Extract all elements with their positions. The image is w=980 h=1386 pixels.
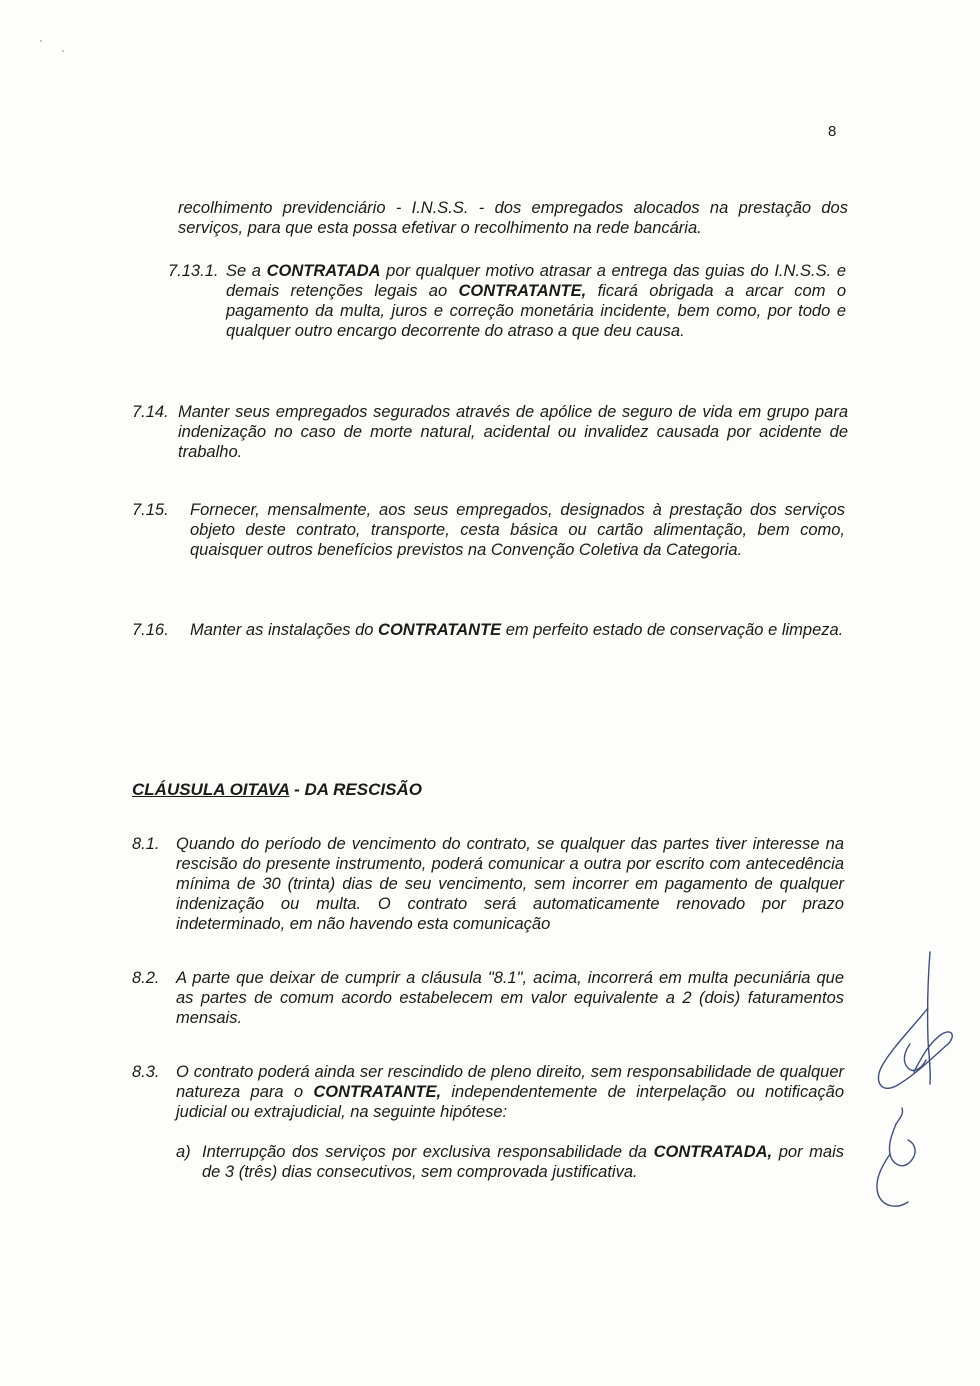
page-number: 8 — [828, 123, 837, 140]
clause-number-7-16: 7.16. — [132, 621, 169, 639]
text-segment: em perfeito estado de conservação e limpeza. — [501, 621, 844, 639]
clause-number-8-2: 8.2. — [132, 969, 160, 987]
party-name-contratante: CONTRATANTE, — [458, 282, 587, 300]
section-heading-title: - DA RESCISÃO — [289, 780, 422, 799]
signature-stroke — [928, 952, 931, 1084]
clause-8-2-text: A parte que deixar de cumprir a cláusula "8.1", acima, incorrerá em multa pecuniária que as partes de comum acordo estabelecem em valor equivalente a 2 (dois) faturamentos mensais. — [176, 969, 844, 1027]
clause-7-13-1-text — [226, 261, 846, 341]
handwritten-signature — [852, 948, 962, 1228]
text-segment: Interrupção dos serviços por exclusiva responsabilidade da — [202, 1143, 654, 1161]
continuation-paragraph: recolhimento previdenciário - I.N.S.S. - dos empregados alocados na prestação dos serviços, para que esta possa efetivar o recolhimento na rede bancária. — [178, 199, 848, 237]
party-name-contratada: CONTRATADA — [266, 262, 381, 280]
party-name-contratada: CONTRATADA, — [653, 1143, 773, 1161]
clause-number-8-1: 8.1. — [132, 835, 160, 853]
text-segment: O contrato poderá ainda ser rescindido de pleno direito, sem responsabilidade de qualquer natureza para o — [176, 1063, 844, 1101]
subitem-a-text — [202, 1142, 844, 1182]
clause-number-7-13-1: 7.13.1. — [168, 262, 219, 280]
signature-stroke — [896, 1108, 903, 1124]
signature-stroke — [889, 1124, 915, 1166]
clause-7-14-text: Manter seus empregados segurados através de apólice de seguro de vida em grupo para indenização no caso de morte natural, acidental ou invalidez causada por acidente de trabalho. — [178, 403, 848, 461]
clause-7-15-text: Fornecer, mensalmente, aos seus empregados, designados à prestação dos serviços objeto deste contrato, transporte, cesta básica ou cartão alimentação, bem como, quaisquer outros benefícios previstos na Convenção Coletiva da Categoria. — [190, 501, 845, 559]
subitem-letter-a: a) — [176, 1143, 191, 1161]
text-segment: ficará obrigada a arcar com o pagamento da multa, juros e correção monetária incidente, bem como, por todo e qualquer outro encargo decorrente do atraso a que deu causa. — [226, 282, 846, 340]
scan-speck — [40, 40, 42, 42]
section-heading — [132, 780, 422, 800]
clause-number-7-14: 7.14. — [132, 403, 169, 421]
clause-number-7-15: 7.15. — [132, 501, 169, 519]
text-segment: por qualquer motivo atrasar a entrega das guias do I.N.S.S. e demais retenções legais ao — [226, 262, 846, 300]
text-segment: Manter as instalações do — [190, 621, 379, 639]
signature-stroke — [877, 1154, 908, 1206]
text-segment: Se a — [226, 262, 267, 280]
text-segment: independentemente de interpelação ou notificação judicial ou extrajudicial, na seguinte hipótese: — [176, 1083, 844, 1121]
party-name-contratante: CONTRATANTE — [378, 621, 502, 639]
clause-number-8-3: 8.3. — [132, 1063, 160, 1081]
clause-8-3-text — [176, 1062, 844, 1122]
signature-stroke — [878, 1008, 952, 1088]
section-heading-underlined: CLÁUSULA OITAVA — [132, 780, 290, 799]
clause-7-16-text — [190, 620, 845, 640]
party-name-contratante: CONTRATANTE, — [313, 1083, 442, 1101]
scan-speck — [62, 50, 64, 52]
clause-8-1-text: Quando do período de vencimento do contrato, se qualquer das partes tiver interesse na rescisão do presente instrumento, poderá comunicar a outra por escrito com antecedência mínima de 30 (trinta) dias de seu vencimento, sem incorrer em pagamento de qualquer indenização ou multa. O contrato será automaticamente renovado por prazo indeterminado, em não havendo esta comunicação — [176, 835, 844, 933]
text-segment: por mais de 3 (três) dias consecutivos, sem comprovada justificativa. — [202, 1143, 844, 1181]
